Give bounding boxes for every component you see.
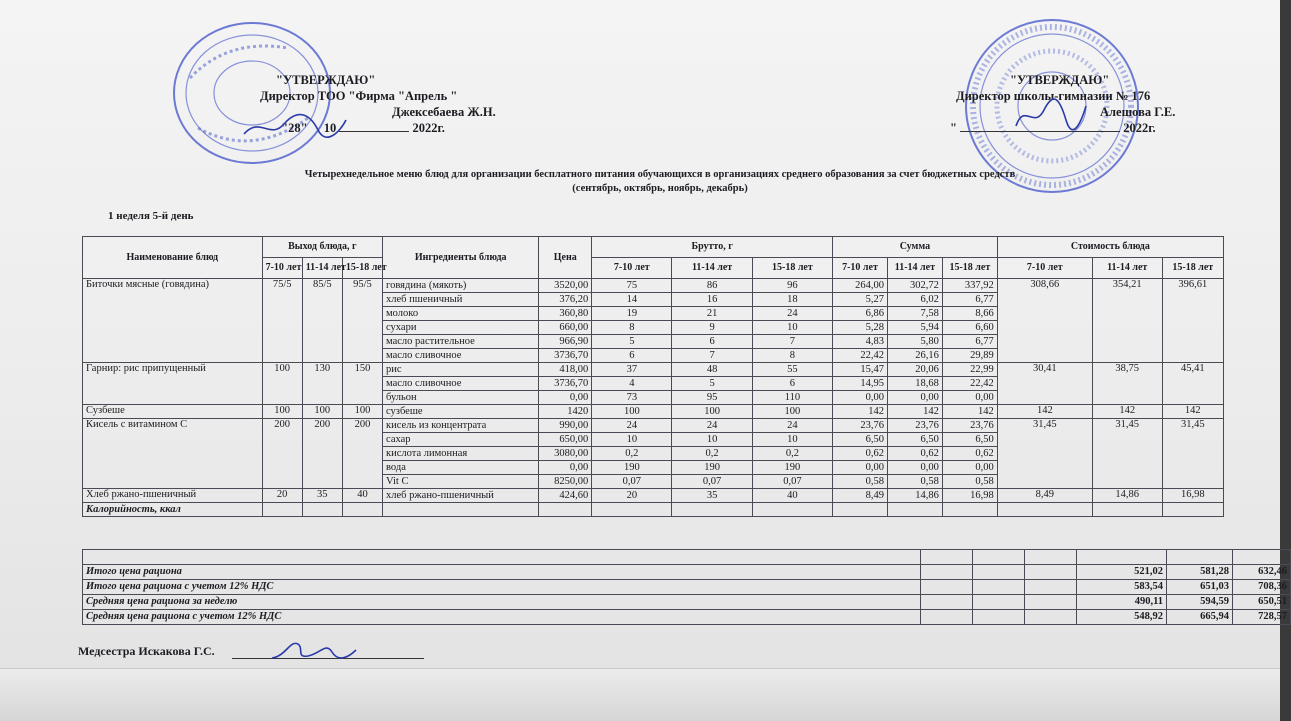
sum-cell: 264,00 <box>833 279 888 293</box>
totals-empty-cell <box>1025 565 1077 580</box>
brutto-cell: 37 <box>592 363 672 377</box>
left-approval-title: "УТВЕРЖДАЮ" <box>276 73 376 87</box>
ingredient-cell: сухари <box>383 321 539 335</box>
dish-cost-cell: 45,41 <box>1162 363 1223 405</box>
sum-cell: 15,47 <box>833 363 888 377</box>
calories-empty-cell <box>942 503 997 517</box>
ingredient-cell: хлеб ржано-пшеничный <box>383 489 539 503</box>
totals-row <box>83 565 1291 580</box>
dish-output-cell: 100 <box>262 363 302 405</box>
brutto-cell: 5 <box>592 335 672 349</box>
brutto-cell: 19 <box>592 307 672 321</box>
header-sum: Сумма <box>833 237 998 258</box>
sum-cell: 4,83 <box>833 335 888 349</box>
brutto-cell: 7 <box>752 335 832 349</box>
dish-cost-cell: 16,98 <box>1162 489 1223 503</box>
dish-cost-cell: 396,61 <box>1162 279 1223 363</box>
brutto-cell: 190 <box>592 461 672 475</box>
brutto-cell: 96 <box>752 279 832 293</box>
price-cell: 376,20 <box>539 293 592 307</box>
brutto-cell: 95 <box>672 391 752 405</box>
header-brutto-age-15-18: 15-18 лет <box>752 258 832 279</box>
dish-output-cell: 85/5 <box>302 279 342 363</box>
right-approval-day: " <box>950 121 957 135</box>
brutto-cell: 9 <box>672 321 752 335</box>
price-cell: 418,00 <box>539 363 592 377</box>
brutto-cell: 100 <box>752 405 832 419</box>
dish-output-cell: 35 <box>302 489 342 503</box>
header-brutto-age-11-14: 11-14 лет <box>672 258 752 279</box>
totals-empty-cell <box>973 580 1025 595</box>
dish-output-cell: 95/5 <box>342 279 382 363</box>
totals-empty-cell <box>973 595 1025 610</box>
sum-cell: 26,16 <box>887 349 942 363</box>
header-cost-age-11-14: 11-14 лет <box>1092 258 1162 279</box>
sum-cell: 22,42 <box>942 377 997 391</box>
price-cell: 3736,70 <box>539 377 592 391</box>
totals-empty-cell <box>921 595 973 610</box>
totals-empty-cell <box>1233 550 1291 565</box>
totals-value-cell: 632,46 <box>1233 565 1291 580</box>
left-approval-year: 2022г. <box>412 121 445 135</box>
header-cost: Стоимость блюда <box>997 237 1223 258</box>
sum-cell: 8,49 <box>833 489 888 503</box>
dish-name-cell: Кисель с витамином С <box>83 419 263 489</box>
dish-output-cell: 200 <box>342 419 382 489</box>
totals-empty-cell <box>1025 595 1077 610</box>
brutto-cell: 4 <box>592 377 672 391</box>
dish-cost-cell: 31,45 <box>1162 419 1223 489</box>
brutto-cell: 0,2 <box>672 447 752 461</box>
calories-empty-cell <box>539 503 592 517</box>
price-cell: 660,00 <box>539 321 592 335</box>
brutto-cell: 10 <box>592 433 672 447</box>
dish-output-cell: 130 <box>302 363 342 405</box>
price-cell: 0,00 <box>539 391 592 405</box>
calories-label-cell: Калорийность, ккал <box>83 503 263 517</box>
table-row <box>83 363 1224 377</box>
ingredient-cell: Vit C <box>383 475 539 489</box>
brutto-cell: 20 <box>592 489 672 503</box>
dish-cost-cell: 30,41 <box>997 363 1092 405</box>
sum-cell: 6,86 <box>833 307 888 321</box>
sum-cell: 7,58 <box>887 307 942 321</box>
left-approval-month: 10 <box>323 121 337 135</box>
dish-name-cell: Гарнир: рис припущенный <box>83 363 263 405</box>
brutto-cell: 24 <box>592 419 672 433</box>
dish-name-cell: Биточки мясные (говядина) <box>83 279 263 363</box>
menu-table <box>82 236 1224 517</box>
table-row <box>83 489 1224 503</box>
brutto-cell: 21 <box>672 307 752 321</box>
totals-empty-cell <box>1167 550 1233 565</box>
price-cell: 8250,00 <box>539 475 592 489</box>
brutto-cell: 10 <box>752 433 832 447</box>
brutto-cell: 190 <box>672 461 752 475</box>
totals-label-cell: Средняя цена рациона за неделю <box>83 595 921 610</box>
sum-cell: 142 <box>887 405 942 419</box>
totals-table-body <box>83 550 1291 625</box>
dish-cost-cell: 142 <box>997 405 1092 419</box>
totals-table <box>82 549 1291 625</box>
calories-empty-cell <box>997 503 1092 517</box>
totals-empty-cell <box>1025 610 1077 625</box>
price-cell: 650,00 <box>539 433 592 447</box>
calories-empty-cell <box>592 503 672 517</box>
totals-empty-cell <box>83 550 921 565</box>
sum-cell: 0,58 <box>942 475 997 489</box>
dish-output-cell: 40 <box>342 489 382 503</box>
ingredient-cell: молоко <box>383 307 539 321</box>
calories-empty-cell <box>833 503 888 517</box>
brutto-cell: 190 <box>752 461 832 475</box>
brutto-cell: 7 <box>672 349 752 363</box>
right-director-signature <box>1010 96 1090 141</box>
nurse-signature-label: Медсестра Искакова Г.С. <box>78 644 215 658</box>
sum-cell: 142 <box>833 405 888 419</box>
calories-empty-cell <box>672 503 752 517</box>
menu-title-line2: (сентябрь, октябрь, ноябрь, декабрь) <box>572 183 748 194</box>
ingredient-cell: кислота лимонная <box>383 447 539 461</box>
sum-cell: 6,50 <box>887 433 942 447</box>
sum-cell: 23,76 <box>833 419 888 433</box>
totals-empty-cell <box>1025 550 1077 565</box>
header-cost-age-15-18: 15-18 лет <box>1162 258 1223 279</box>
ingredient-cell: бульон <box>383 391 539 405</box>
brutto-cell: 48 <box>672 363 752 377</box>
header-sum-age-11-14: 11-14 лет <box>887 258 942 279</box>
totals-empty-cell <box>1077 550 1167 565</box>
brutto-cell: 35 <box>672 489 752 503</box>
ingredient-cell: масло растительное <box>383 335 539 349</box>
sum-cell: 6,77 <box>942 335 997 349</box>
left-director-signature <box>240 112 350 147</box>
sum-cell: 302,72 <box>887 279 942 293</box>
sum-cell: 8,66 <box>942 307 997 321</box>
totals-label-cell: Итого цена рациона <box>83 565 921 580</box>
totals-empty-cell <box>921 565 973 580</box>
brutto-cell: 6 <box>752 377 832 391</box>
ingredient-cell: кисель из концентрата <box>383 419 539 433</box>
header-dish: Наименование блюд <box>83 237 263 279</box>
sum-cell: 23,76 <box>942 419 997 433</box>
dish-cost-cell: 14,86 <box>1092 489 1162 503</box>
brutto-cell: 8 <box>592 321 672 335</box>
dish-cost-cell: 308,66 <box>997 279 1092 363</box>
sum-cell: 6,02 <box>887 293 942 307</box>
price-cell: 3520,00 <box>539 279 592 293</box>
ingredient-cell: сахар <box>383 433 539 447</box>
sum-cell: 20,06 <box>887 363 942 377</box>
brutto-cell: 55 <box>752 363 832 377</box>
calories-row <box>83 503 1224 517</box>
price-cell: 360,80 <box>539 307 592 321</box>
header-ingredients: Ингредиенты блюда <box>383 237 539 279</box>
sum-cell: 6,50 <box>942 433 997 447</box>
header-output: Выход блюда, г <box>262 237 382 258</box>
sum-cell: 5,80 <box>887 335 942 349</box>
sum-cell: 14,95 <box>833 377 888 391</box>
sum-cell: 0,00 <box>887 461 942 475</box>
menu-title-line1: Четырехнедельное меню блюд для организации бесплатного питания обучающихся в организациях среднего образования за счет бюджетных средств <box>304 169 1016 180</box>
ingredient-cell: хлеб пшеничный <box>383 293 539 307</box>
left-approval-position: Директор ТОО "Фирма "Апрель " <box>260 89 458 103</box>
sum-cell: 0,62 <box>833 447 888 461</box>
dish-output-cell: 75/5 <box>262 279 302 363</box>
header-output-age-15-18: 15-18 лет <box>342 258 382 279</box>
brutto-cell: 6 <box>672 335 752 349</box>
sum-cell: 14,86 <box>887 489 942 503</box>
brutto-cell: 5 <box>672 377 752 391</box>
brutto-cell: 0,07 <box>592 475 672 489</box>
header-sum-age-15-18: 15-18 лет <box>942 258 997 279</box>
dish-name-cell: Сузбеше <box>83 405 263 419</box>
brutto-cell: 40 <box>752 489 832 503</box>
totals-spacer-row <box>83 550 1291 565</box>
brutto-cell: 16 <box>672 293 752 307</box>
sum-cell: 6,77 <box>942 293 997 307</box>
sum-cell: 0,00 <box>833 391 888 405</box>
brutto-cell: 100 <box>672 405 752 419</box>
totals-value-cell: 521,02 <box>1077 565 1167 580</box>
calories-empty-cell <box>1092 503 1162 517</box>
brutto-cell: 110 <box>752 391 832 405</box>
dish-output-cell: 200 <box>302 419 342 489</box>
brutto-cell: 6 <box>592 349 672 363</box>
totals-value-cell: 708,36 <box>1233 580 1291 595</box>
menu-table-body <box>83 279 1224 517</box>
sum-cell: 6,60 <box>942 321 997 335</box>
brutto-cell: 100 <box>592 405 672 419</box>
brutto-cell: 73 <box>592 391 672 405</box>
price-cell: 1420 <box>539 405 592 419</box>
sum-cell: 0,00 <box>887 391 942 405</box>
sum-cell: 0,58 <box>887 475 942 489</box>
ingredient-cell: масло сливочное <box>383 349 539 363</box>
brutto-cell: 86 <box>672 279 752 293</box>
totals-value-cell: 594,59 <box>1167 595 1233 610</box>
totals-row <box>83 610 1291 625</box>
ingredient-cell: рис <box>383 363 539 377</box>
dish-output-cell: 150 <box>342 363 382 405</box>
brutto-cell: 10 <box>752 321 832 335</box>
sum-cell: 0,00 <box>942 391 997 405</box>
brutto-cell: 0,07 <box>752 475 832 489</box>
totals-value-cell: 581,28 <box>1167 565 1233 580</box>
header-output-age-7-10: 7-10 лет <box>262 258 302 279</box>
dish-output-cell: 100 <box>262 405 302 419</box>
header-output-age-11-14: 11-14 лет <box>302 258 342 279</box>
sum-cell: 18,68 <box>887 377 942 391</box>
right-approval-name: Алешова Г.Е. <box>1100 105 1176 119</box>
table-row <box>83 419 1224 433</box>
price-cell: 3736,70 <box>539 349 592 363</box>
sum-cell: 5,94 <box>887 321 942 335</box>
sum-cell: 29,89 <box>942 349 997 363</box>
header-brutto-age-7-10: 7-10 лет <box>592 258 672 279</box>
calories-empty-cell <box>262 503 302 517</box>
sum-cell: 0,58 <box>833 475 888 489</box>
ingredient-cell: говядина (мякоть) <box>383 279 539 293</box>
totals-empty-cell <box>973 550 1025 565</box>
price-cell: 990,00 <box>539 419 592 433</box>
dish-output-cell: 20 <box>262 489 302 503</box>
table-row <box>83 405 1224 419</box>
sum-cell: 0,62 <box>887 447 942 461</box>
brutto-cell: 10 <box>672 433 752 447</box>
left-approval-day: "28" <box>281 121 308 135</box>
dish-cost-cell: 38,75 <box>1092 363 1162 405</box>
dish-cost-cell: 142 <box>1162 405 1223 419</box>
dish-cost-cell: 354,21 <box>1092 279 1162 363</box>
sum-cell: 0,00 <box>942 461 997 475</box>
ingredient-cell: сузбеше <box>383 405 539 419</box>
brutto-cell: 0,2 <box>592 447 672 461</box>
calories-empty-cell <box>887 503 942 517</box>
dish-cost-cell: 31,45 <box>997 419 1092 489</box>
totals-empty-cell <box>1025 580 1077 595</box>
brutto-cell: 0,2 <box>752 447 832 461</box>
sum-cell: 142 <box>942 405 997 419</box>
totals-empty-cell <box>921 550 973 565</box>
sum-cell: 16,98 <box>942 489 997 503</box>
header-price: Цена <box>539 237 592 279</box>
totals-value-cell: 583,54 <box>1077 580 1167 595</box>
totals-row <box>83 595 1291 610</box>
totals-empty-cell <box>973 610 1025 625</box>
dish-output-cell: 100 <box>302 405 342 419</box>
brutto-cell: 14 <box>592 293 672 307</box>
price-cell: 0,00 <box>539 461 592 475</box>
totals-value-cell: 490,11 <box>1077 595 1167 610</box>
brutto-cell: 24 <box>752 419 832 433</box>
totals-value-cell: 651,03 <box>1167 580 1233 595</box>
sum-cell: 6,50 <box>833 433 888 447</box>
ingredient-cell: вода <box>383 461 539 475</box>
ingredient-cell: масло сливочное <box>383 377 539 391</box>
sum-cell: 23,76 <box>887 419 942 433</box>
header-sum-age-7-10: 7-10 лет <box>833 258 888 279</box>
brutto-cell: 0,07 <box>672 475 752 489</box>
price-cell: 3080,00 <box>539 447 592 461</box>
header-brutto: Брутто, г <box>592 237 833 258</box>
sum-cell: 0,00 <box>833 461 888 475</box>
header-cost-age-7-10: 7-10 лет <box>997 258 1092 279</box>
price-cell: 966,90 <box>539 335 592 349</box>
sum-cell: 0,62 <box>942 447 997 461</box>
totals-label-cell: Средняя цена рациона с учетом 12% НДС <box>83 610 921 625</box>
sum-cell: 337,92 <box>942 279 997 293</box>
calories-empty-cell <box>342 503 382 517</box>
calories-empty-cell <box>302 503 342 517</box>
totals-value-cell: 548,92 <box>1077 610 1167 625</box>
paper-bottom-area <box>0 668 1280 721</box>
sum-cell: 22,99 <box>942 363 997 377</box>
dish-cost-cell: 31,45 <box>1092 419 1162 489</box>
right-approval-title: "УТВЕРЖДАЮ" <box>1010 73 1110 87</box>
totals-value-cell: 665,94 <box>1167 610 1233 625</box>
calories-empty-cell <box>752 503 832 517</box>
right-approval-position: Директор школы-гимназии № 176 <box>956 89 1151 103</box>
totals-empty-cell <box>973 565 1025 580</box>
totals-value-cell: 650,51 <box>1233 595 1291 610</box>
totals-empty-cell <box>921 610 973 625</box>
menu-title <box>240 168 1080 196</box>
week-day-label: 1 неделя 5-й день <box>108 210 194 222</box>
dish-output-cell: 100 <box>342 405 382 419</box>
brutto-cell: 75 <box>592 279 672 293</box>
dish-name-cell: Хлеб ржано-пшеничный <box>83 489 263 503</box>
totals-value-cell: 728,57 <box>1233 610 1291 625</box>
calories-empty-cell <box>1162 503 1223 517</box>
brutto-cell: 8 <box>752 349 832 363</box>
dish-cost-cell: 8,49 <box>997 489 1092 503</box>
nurse-signature <box>268 636 358 669</box>
right-approval-year: 2022г. <box>1123 121 1156 135</box>
brutto-cell: 18 <box>752 293 832 307</box>
sum-cell: 22,42 <box>833 349 888 363</box>
dish-output-cell: 200 <box>262 419 302 489</box>
left-approval-name: Джексебаева Ж.Н. <box>392 105 496 119</box>
totals-label-cell: Итого цена рациона с учетом 12% НДС <box>83 580 921 595</box>
sum-cell: 5,27 <box>833 293 888 307</box>
brutto-cell: 24 <box>672 419 752 433</box>
brutto-cell: 24 <box>752 307 832 321</box>
totals-empty-cell <box>921 580 973 595</box>
table-row <box>83 279 1224 293</box>
dish-cost-cell: 142 <box>1092 405 1162 419</box>
price-cell: 424,60 <box>539 489 592 503</box>
totals-row <box>83 580 1291 595</box>
calories-empty-cell <box>383 503 539 517</box>
sum-cell: 5,28 <box>833 321 888 335</box>
